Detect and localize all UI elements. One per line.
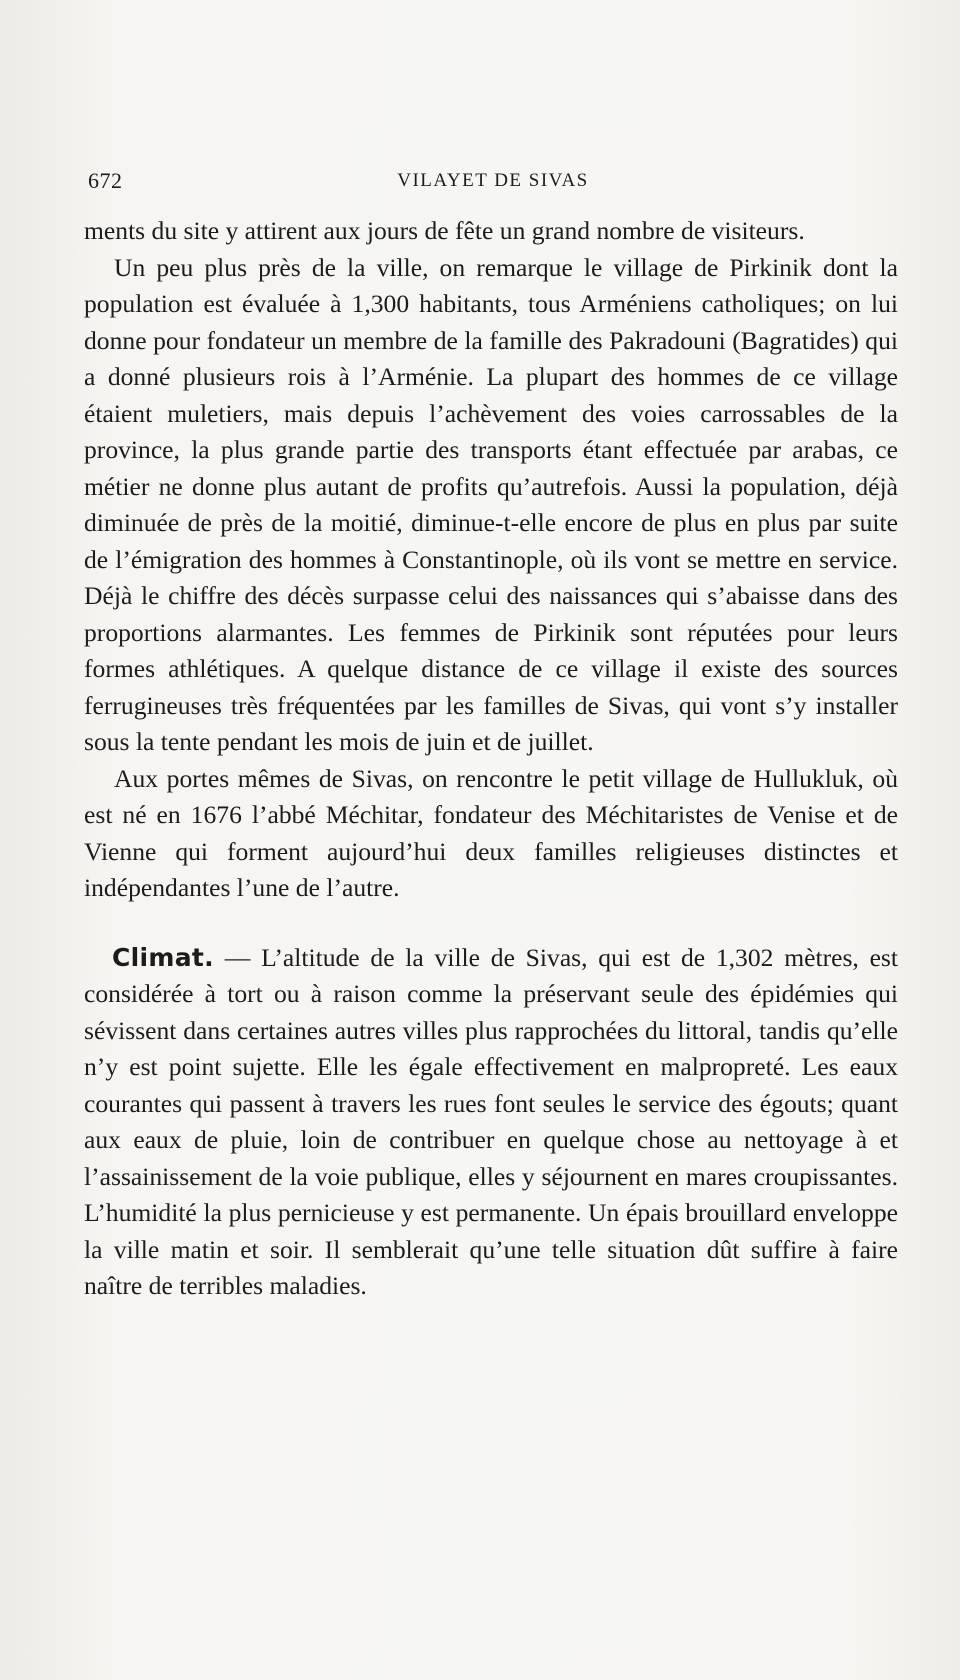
section-text: L’altitude de la ville de Sivas, qui est de 1,302 mètres, est considérée à tort ou à raison comme la préservant seule des épidémies qui sévissent dans certaines autres villes plus rapprochées du littoral, tandis qu’elle n’y est point sujette. Elle les égale effectivement en malpropreté. Les eaux courantes qui passent à travers les rues font seules le service des égouts; quant aux eaux de pluie, loin de contribuer en quelque chose au nettoyage à et l’assainissement de la voie publique, elles y séjournent en mares croupissantes. L’humidité la plus pernicieuse y est permanente. Un épais brouillard enveloppe la ville matin et soir. Il semblerait qu’une telle situation dût suffire à faire naître de terribles maladies. — [84, 942, 898, 1300]
paragraph-hullukluk: Aux portes mêmes de Sivas, on rencontre le petit village de Hullukluk, où est né en 1676 l’abbé Méchitar, fondateur des Méchitaristes de Venise et de Vienne qui forment aujourd’hui deux familles religieuses distinctes et indépendantes l’une de l’autre. — [84, 763, 898, 902]
running-head — [88, 168, 898, 198]
running-title: VILAYET DE SIVAS — [397, 170, 589, 191]
page-number: 672 — [88, 168, 123, 193]
paragraph-continuation: ments du site y attirent aux jours de fête un grand nombre de visiteurs. — [84, 216, 805, 245]
body-text — [84, 213, 898, 1305]
section-heading: Climat. — [112, 942, 214, 972]
section-gap — [84, 907, 898, 940]
paragraph-pirkinik: Un peu plus près de la ville, on remarque le village de Pirkinik dont la population est évaluée à 1,300 habitants, tous Arméniens catholiques; on lui donne pour fondateur un membre de la famille des Pakradouni (Bagratides) qui a donné plusieurs rois à l’Arménie. La plupart des hommes de ce village étaient muletiers, mais depuis l’achèvement des voies carrossables de la province, la plus grande partie des transports étant effectuée par arabas, ce métier ne donne plus autant de profits qu’autrefois. Aussi la population, déjà diminuée de près de la moitié, diminue-t-elle encore de plus en plus par suite de l’émigration des hommes à Constantinople, où ils vont se mettre en service. Déjà le chiffre des décès surpasse celui des naissances qui s’abaisse dans des proportions alarmantes. Les femmes de Pirkinik sont réputées pour leurs formes athlétiques. A quelque distance de ce village il existe des sources ferrugineuses très fréquentées par les familles de Sivas, qui vont s’y installer sous la tente pendant les mois de juin et de juillet. — [84, 252, 898, 756]
section-dash: — — [213, 942, 262, 972]
paragraph-climat — [84, 940, 898, 1305]
